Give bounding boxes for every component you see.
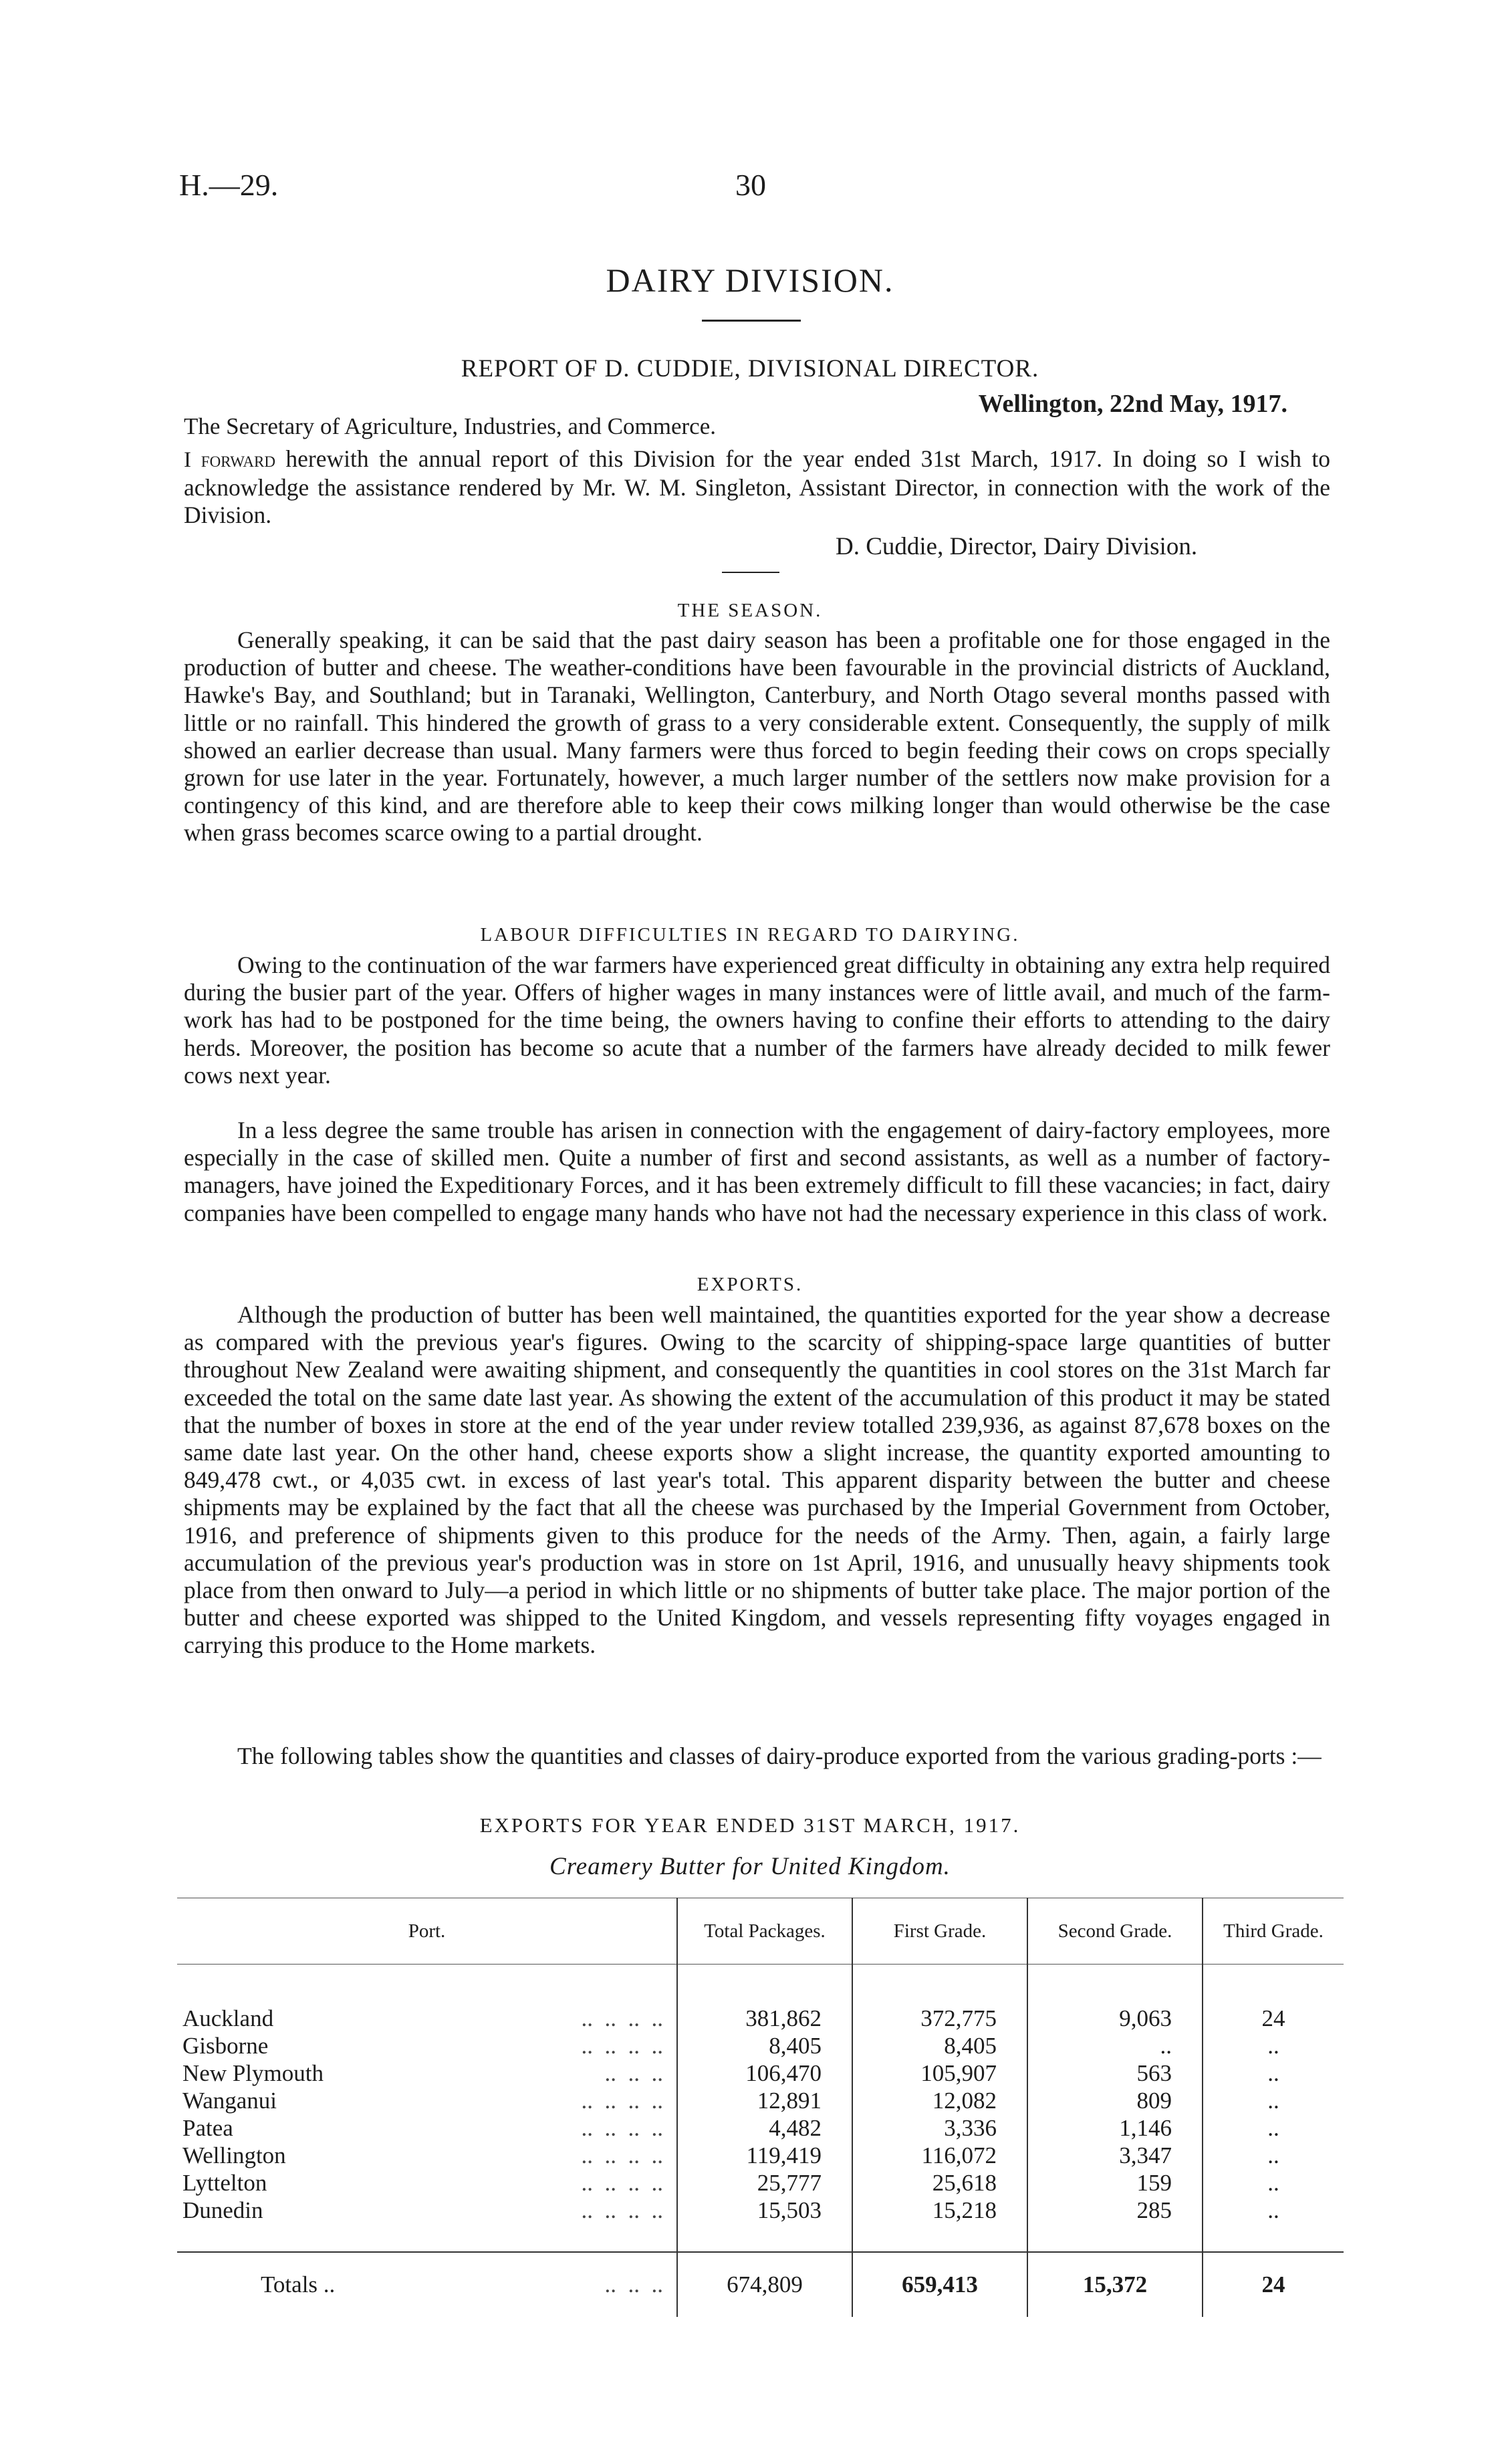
total-packages-cell: 15,503 <box>677 2197 852 2224</box>
port-name: Wellington <box>182 2142 286 2168</box>
leader-dots: .. .. .. .. <box>581 2197 663 2223</box>
port-cell <box>177 2059 677 2087</box>
first-grade-cell: 25,618 <box>852 2169 1027 2197</box>
dateline: Wellington, 22nd May, 1917. <box>978 390 1287 418</box>
port-name: New Plymouth <box>182 2059 324 2086</box>
column-header-second-grade: Second Grade. <box>1027 1898 1203 1965</box>
third-grade-cell: 24 <box>1203 2252 1344 2317</box>
table-header-row <box>177 1898 1344 1965</box>
port-name: Dunedin <box>182 2197 263 2223</box>
table-row <box>177 2032 1344 2059</box>
port-cell <box>177 2197 677 2224</box>
table-body <box>177 1965 1344 2318</box>
first-grade-cell: 8,405 <box>852 2032 1027 2059</box>
third-grade-cell: .. <box>1203 2197 1344 2224</box>
table-row <box>177 2087 1344 2114</box>
table-row <box>177 2169 1344 2197</box>
port-cell <box>177 2032 677 2059</box>
letter-body: herewith the annual report of this Division for the year ended 31st March, 1917. In doing so I wish to acknowledge the assistance rendered by Mr. W. M. Singleton, Assistant Director, in connection with the work of the Division. <box>184 445 1330 529</box>
port-name: Totals .. <box>261 2271 336 2298</box>
leader-dots: .. .. .. <box>604 2271 663 2298</box>
signature: D. Cuddie, Director, Dairy Division. <box>836 533 1198 560</box>
column-header-first-grade: First Grade. <box>852 1898 1027 1965</box>
second-grade-cell: 809 <box>1027 2087 1203 2114</box>
first-grade-cell: 12,082 <box>852 2087 1027 2114</box>
column-header-total-packages: Total Packages. <box>677 1898 852 1965</box>
third-grade-cell: .. <box>1203 2087 1344 2114</box>
section-heading-labour: LABOUR DIFFICULTIES IN REGARD TO DAIRYING. <box>480 924 1020 945</box>
total-packages-cell: 119,419 <box>677 2142 852 2169</box>
table-subtitle: Creamery Butter for United Kingdom. <box>549 1853 951 1880</box>
port-name: Gisborne <box>182 2032 269 2059</box>
first-grade-cell: 116,072 <box>852 2142 1027 2169</box>
port-cell <box>177 2252 677 2317</box>
table-spacer <box>177 2224 1344 2252</box>
table-title: EXPORTS FOR YEAR ENDED 31ST MARCH, 1917. <box>479 1813 1021 1837</box>
report-heading: REPORT OF D. CUDDIE, DIVISIONAL DIRECTOR. <box>461 355 1039 382</box>
labour-paragraph-1: Owing to the continuation of the war farmers have experienced great difficulty in obtaining any extra help required during the busier part of the year. Offers of higher wages in many instances were of little avail, and much of the farm-work has had to be postponed for the time being, the owners having to confine their efforts to attending to the dairy herds. Moreover, the position has become so acute that a number of the farmers have already decided to milk fewer cows next year. <box>184 951 1330 1089</box>
first-grade-cell: 659,413 <box>852 2252 1027 2317</box>
second-grade-cell: 1,146 <box>1027 2114 1203 2142</box>
port-name: Patea <box>182 2114 233 2141</box>
second-grade-cell: 15,372 <box>1027 2252 1203 2317</box>
table-row <box>177 2142 1344 2169</box>
port-cell <box>177 2142 677 2169</box>
third-grade-cell: .. <box>1203 2169 1344 2197</box>
second-grade-cell: 285 <box>1027 2197 1203 2224</box>
table-row <box>177 2197 1344 2224</box>
port-cell <box>177 2169 677 2197</box>
total-packages-cell: 381,862 <box>677 2005 852 2032</box>
exports-table <box>177 1898 1344 2317</box>
exports-paragraph-1: Although the production of butter has been well maintained, the quantities exported for the year show a decrease as compared with the previous year's figures. Owing to the scarcity of shipping-space large quantities of butter throughout New Zealand were awaiting shipment, and consequently the quantities in cool stores on the 31st March far exceeded the total on the same date last year. As showing the extent of the accumulation of this product it may be stated that the number of boxes in store at the end of the year under review totalled 239,936, as against 87,678 boxes on the same date last year. On the other hand, cheese exports show a slight increase, the quantity exported amounting to 849,478 cwt., or 4,035 cwt. in excess of last year's total. This apparent disparity between the butter and cheese shipments may be explained by the fact that all the cheese was purchased by the Imperial Government from October, 1916, and preference of shipments given to this produce for the needs of the Army. Then, again, a fairly large accumulation of the previous year's production was in store on 1st April, 1916, and unusually heavy shipments took place from then onward to July—a period in which little or no shipments of butter take place. The major portion of the butter and cheese exported was shipped to the United Kingdom, and vessels representing fifty voyages engaged in carrying this produce to the Home markets. <box>184 1301 1330 1659</box>
port-cell <box>177 2005 677 2032</box>
second-grade-cell: 563 <box>1027 2059 1203 2087</box>
port-cell <box>177 2114 677 2142</box>
first-grade-cell: 372,775 <box>852 2005 1027 2032</box>
third-grade-cell: .. <box>1203 2032 1344 2059</box>
total-packages-cell: 8,405 <box>677 2032 852 2059</box>
addressee: The Secretary of Agriculture, Industries, and Commerce. <box>184 413 716 439</box>
second-grade-cell: 159 <box>1027 2169 1203 2197</box>
second-grade-cell: .. <box>1027 2032 1203 2059</box>
third-grade-cell: 24 <box>1203 2005 1344 2032</box>
leader-dots: .. .. .. .. <box>581 2169 663 2196</box>
title-divider <box>702 320 801 322</box>
leader-dots: .. .. .. .. <box>581 2087 663 2114</box>
third-grade-cell: .. <box>1203 2142 1344 2169</box>
total-packages-cell: 674,809 <box>677 2252 852 2317</box>
table-row <box>177 2005 1344 2032</box>
column-header-port: Port. <box>177 1898 677 1965</box>
page-number: 30 <box>735 168 766 202</box>
third-grade-cell: .. <box>1203 2059 1344 2087</box>
leader-dots: .. .. .. <box>604 2059 663 2086</box>
total-packages-cell: 106,470 <box>677 2059 852 2087</box>
covering-letter <box>184 445 1330 530</box>
leader-dots: .. .. .. .. <box>581 2032 663 2059</box>
table-spacer <box>177 1965 1344 2005</box>
page-title: DAIRY DIVISION. <box>606 261 894 299</box>
column-header-third-grade: Third Grade. <box>1203 1898 1344 1965</box>
section-heading-exports: EXPORTS. <box>697 1274 803 1295</box>
totals-row <box>177 2252 1344 2317</box>
total-packages-cell: 25,777 <box>677 2169 852 2197</box>
total-packages-cell: 12,891 <box>677 2087 852 2114</box>
third-grade-cell: .. <box>1203 2114 1344 2142</box>
labour-paragraph-2: In a less degree the same trouble has arisen in connection with the engagement of dairy-factory employees, more especially in the case of skilled men. Quite a number of first and second assistants, as well as a number of factory-managers, have joined the Expeditionary Forces, and it has been extremely difficult to fill these vacancies; in fact, dairy companies have been compelled to engage many hands who have not had the necessary experience in this class of work. <box>184 1117 1330 1226</box>
section-heading-season: THE SEASON. <box>677 600 823 621</box>
second-grade-cell: 3,347 <box>1027 2142 1203 2169</box>
port-name: Lyttelton <box>182 2169 267 2196</box>
table-row <box>177 2114 1344 2142</box>
first-grade-cell: 3,336 <box>852 2114 1027 2142</box>
total-packages-cell: 4,482 <box>677 2114 852 2142</box>
letter-lead: I forward <box>184 448 275 472</box>
first-grade-cell: 105,907 <box>852 2059 1027 2087</box>
leader-dots: .. .. .. .. <box>581 2142 663 2168</box>
signature-divider <box>722 572 779 573</box>
table-row <box>177 2059 1344 2087</box>
exports-paragraph-2: The following tables show the quantities and classes of dairy-produce exported from the various grading-ports :— <box>237 1743 1322 1769</box>
second-grade-cell: 9,063 <box>1027 2005 1203 2032</box>
page-reference: H.—29. <box>179 168 279 202</box>
season-paragraph: Generally speaking, it can be said that the past dairy season has been a profitable one for those engaged in the production of butter and cheese. The weather-conditions have been favourable in the provincial districts of Auckland, Hawke's Bay, and Southland; but in Taranaki, Wellington, Canterbury, and North Otago several months passed with little or no rainfall. This hindered the growth of grass to a very considerable extent. Consequently, the supply of milk showed an earlier decrease than usual. Many farmers were thus forced to begin feeding their cows on crops specially grown for use later in the year. Fortunately, however, a much larger number of the settlers now make provision for a contingency of this kind, and are therefore able to keep their cows milking longer than would otherwise be the case when grass becomes scarce owing to a partial drought. <box>184 627 1330 847</box>
leader-dots: .. .. .. .. <box>581 2114 663 2141</box>
first-grade-cell: 15,218 <box>852 2197 1027 2224</box>
port-cell <box>177 2087 677 2114</box>
leader-dots: .. .. .. .. <box>581 2005 663 2031</box>
port-name: Auckland <box>182 2005 274 2031</box>
port-name: Wanganui <box>182 2087 277 2114</box>
